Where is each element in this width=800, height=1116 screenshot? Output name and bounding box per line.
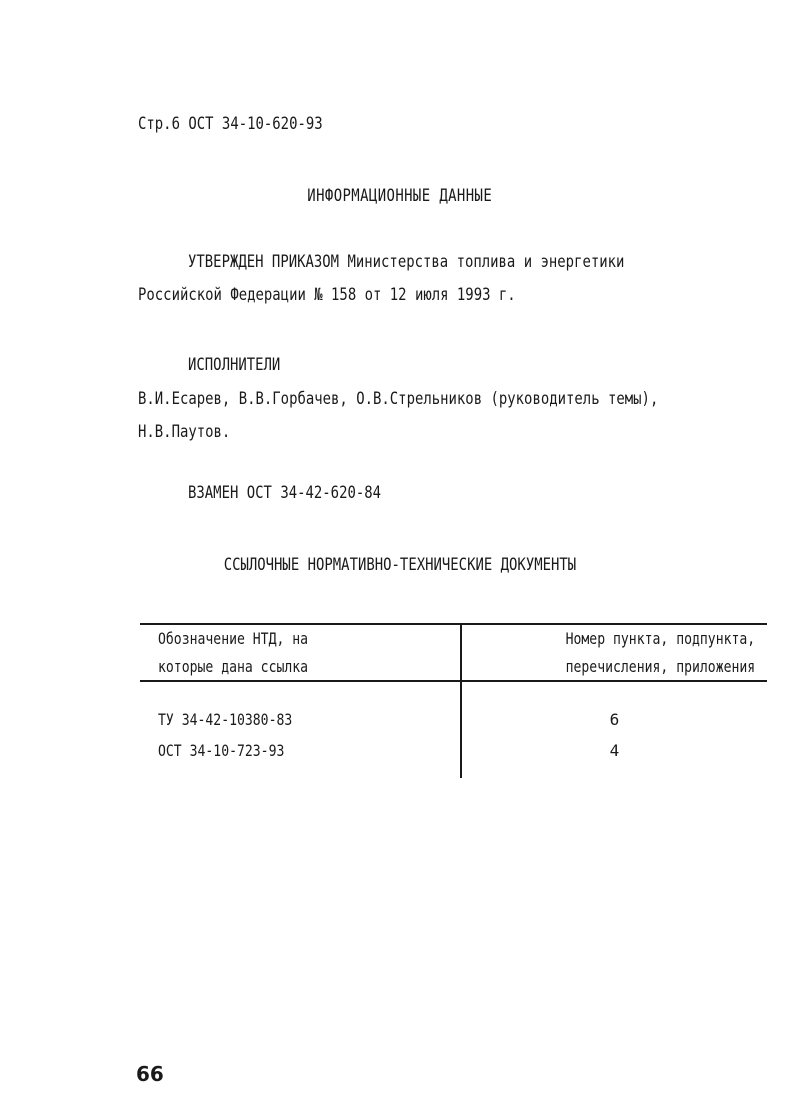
approval-line-2 <box>138 285 599 305</box>
table-row <box>158 737 312 765</box>
column-header-item-line-1: Номер пункта, подпункта, <box>565 629 755 648</box>
doc-designation: ТУ 34-42-10380-83 <box>158 710 293 729</box>
table-row-item <box>462 737 767 765</box>
page-header <box>138 114 363 134</box>
replaces-line <box>188 483 423 503</box>
executors-line-2 <box>138 422 251 442</box>
doc-designation: ОСТ 34-10-723-93 <box>158 741 285 760</box>
page-number: 66 <box>136 1062 164 1086</box>
references-title-text: ССЫЛОЧНЫЕ НОРМАТИВНО-ТЕХНИЧЕСКИЕ ДОКУМЕНТЫ <box>223 555 577 575</box>
executors-text-1: В.И.Есарев, В.В.Горбачев, О.В.Стрельников (руководитель темы), <box>138 389 659 409</box>
table-row <box>158 706 322 734</box>
executors-line-1 <box>138 389 773 409</box>
column-header-doc <box>158 625 341 681</box>
info-title-text: ИНФОРМАЦИОННЫЕ ДАННЫЕ <box>307 186 493 206</box>
page-reference: Стр.6 ОСТ 34-10-620-93 <box>138 114 323 134</box>
approval-line-1 <box>188 252 720 272</box>
approval-text-2: Российской Федерации № 158 от 12 июля 1993 г. <box>138 285 516 305</box>
replaces-text: ВЗАМЕН ОСТ 34-42-620-84 <box>188 483 382 503</box>
item-number: 6 <box>609 710 620 729</box>
item-number: 4 <box>609 741 620 760</box>
column-header-item <box>524 625 755 681</box>
info-section-title <box>0 186 800 206</box>
references-table <box>140 623 767 778</box>
column-header-item-line-2: перечисления, приложения <box>565 657 755 676</box>
references-title <box>0 555 800 575</box>
executors-text-2: Н.В.Паутов. <box>138 422 231 442</box>
executors-title-text: ИСПОЛНИТЕЛИ <box>188 355 281 375</box>
column-header-doc-line-2: которые дана ссылка <box>158 657 309 676</box>
executors-title <box>188 355 301 375</box>
approval-text-1: УТВЕРЖДЕН ПРИКАЗОМ Министерства топлива и энергетики <box>188 252 625 272</box>
table-row-item <box>462 706 767 734</box>
column-header-doc-line-1: Обозначение НТД, на <box>158 629 309 648</box>
